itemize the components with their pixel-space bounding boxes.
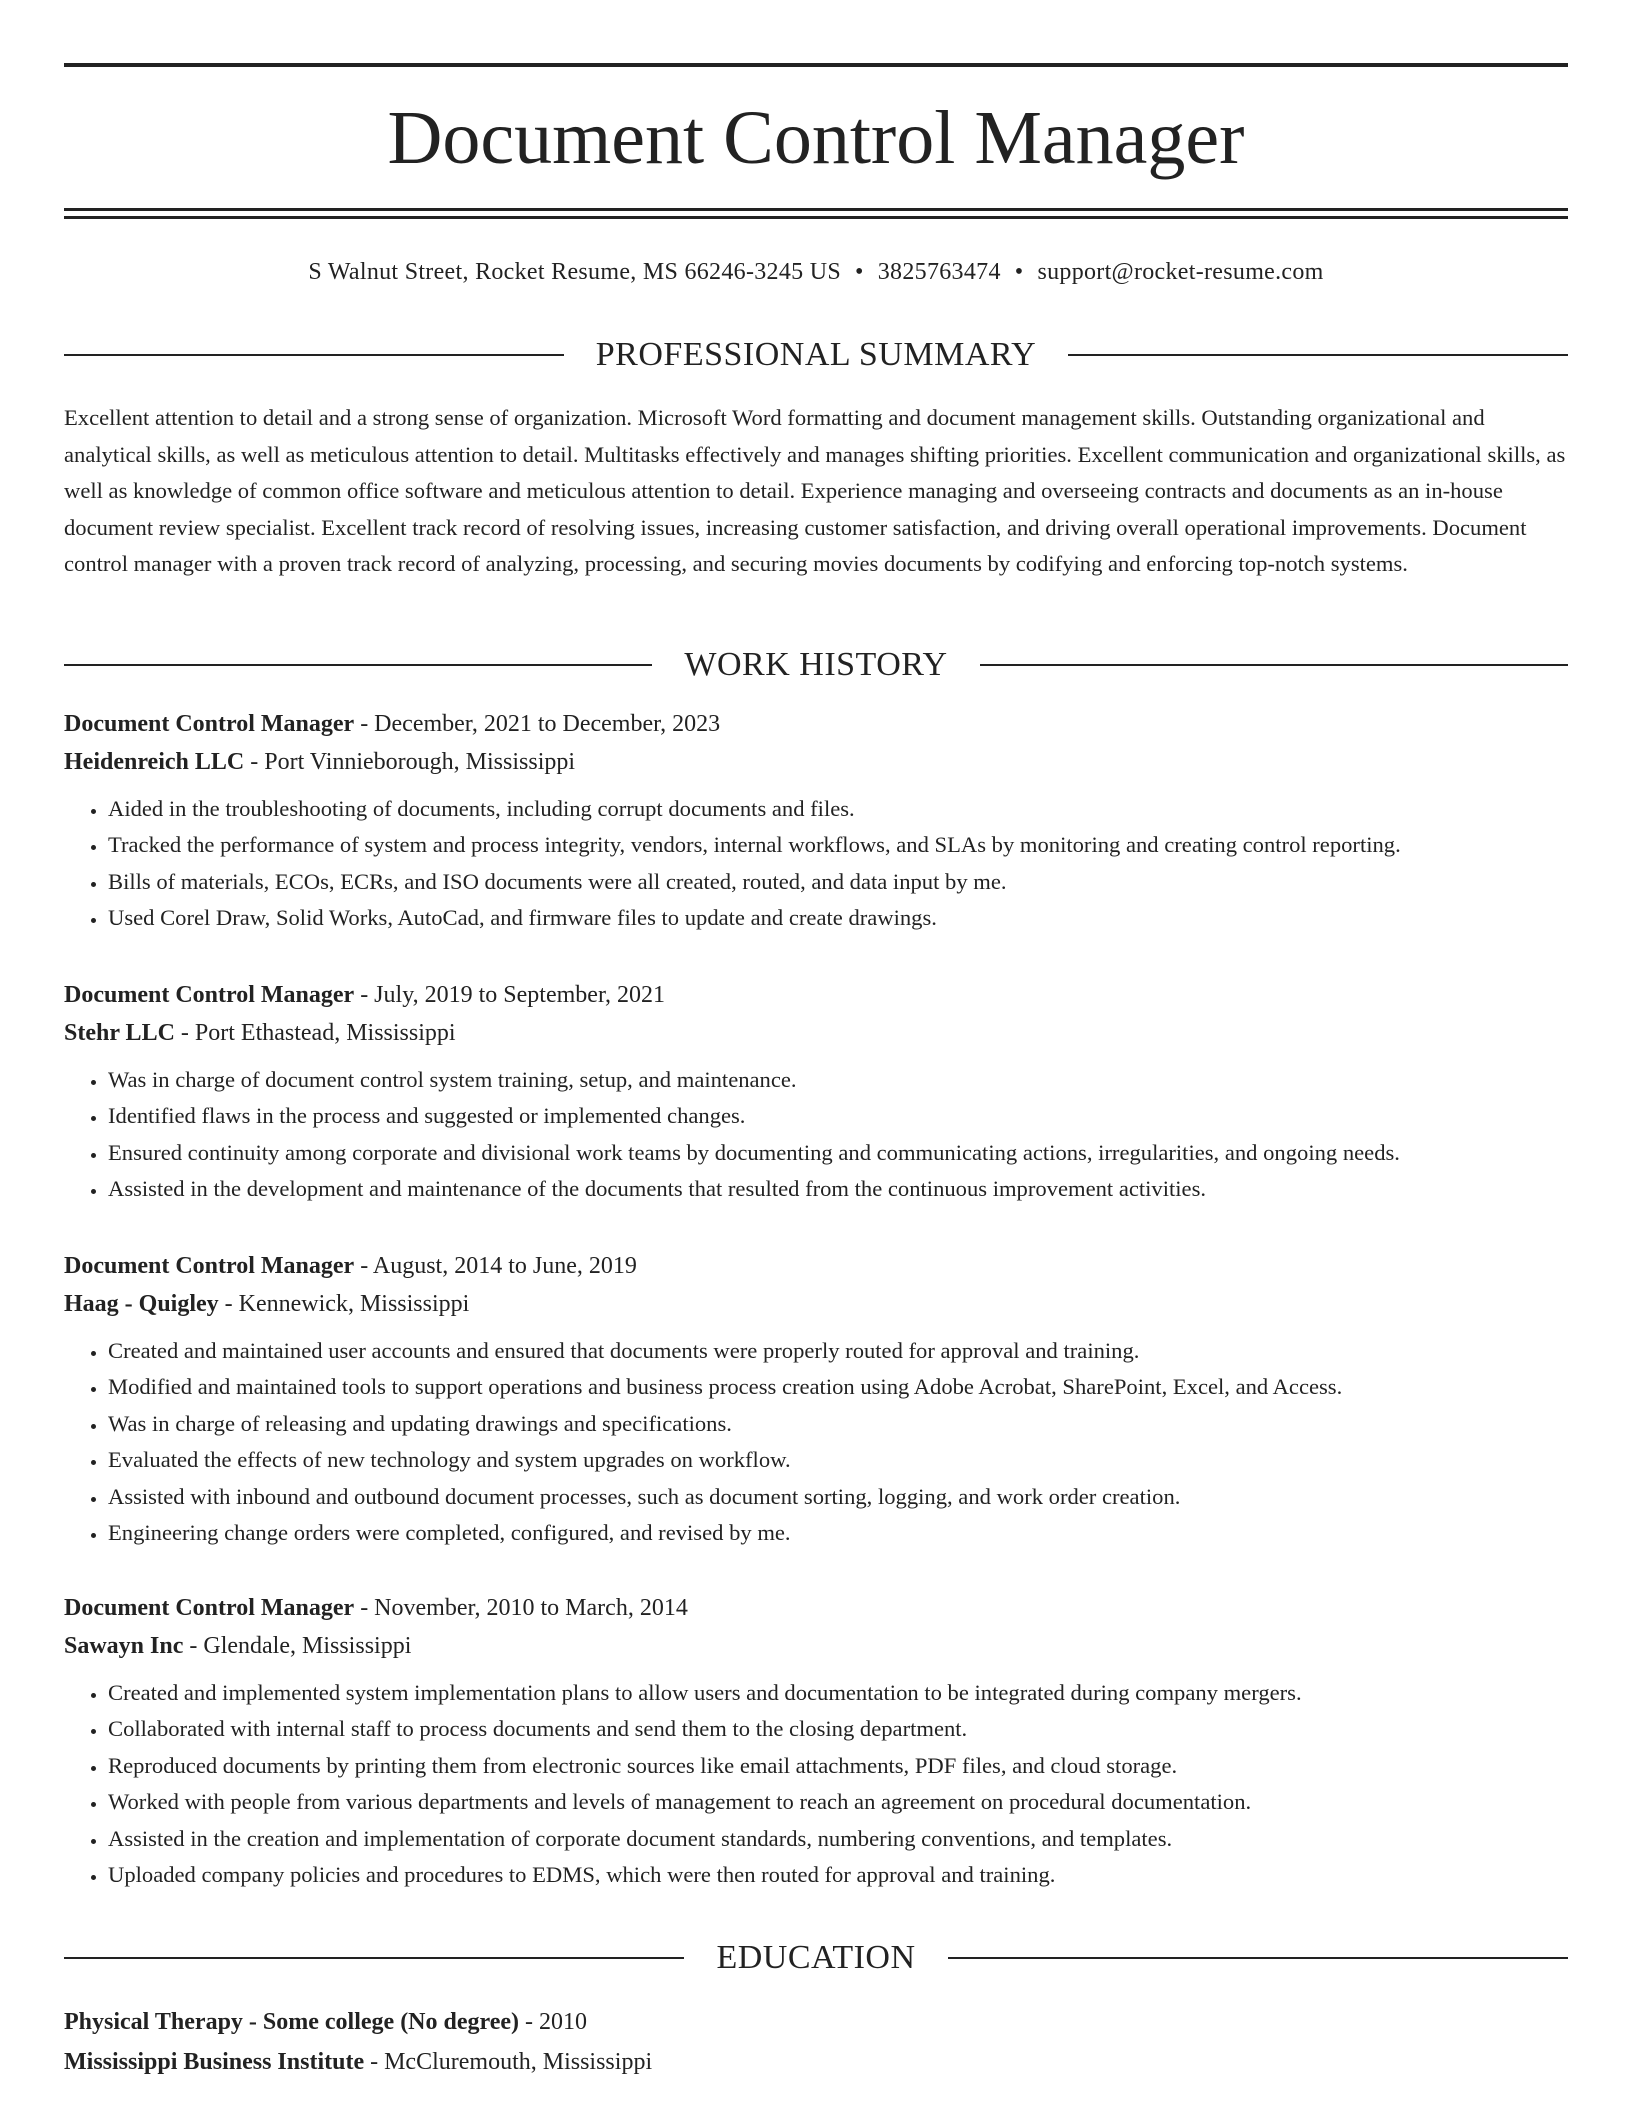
job-bullet: • Evaluated the effects of new technology and system upgrades on workflow. bbox=[108, 1442, 1568, 1478]
job-title: Document Control Manager bbox=[64, 711, 355, 737]
job-company-line bbox=[64, 743, 1568, 781]
heading-rule-right bbox=[948, 1957, 1568, 1959]
heading-rule-right bbox=[980, 664, 1568, 666]
job-bullet: • Assisted with inbound and outbound document processes, such as document sorting, logging, and work order creation. bbox=[108, 1479, 1568, 1515]
job-bullet: • Worked with people from various departments and levels of management to reach an agreement on procedural documentation. bbox=[108, 1784, 1568, 1820]
job-location: - Glendale, Mississippi bbox=[189, 1633, 412, 1659]
education-school-line bbox=[64, 2042, 1568, 2082]
job-location: - Port Vinnieborough, Mississippi bbox=[250, 749, 576, 775]
professional-summary: Excellent attention to detail and a strong sense of organization. Microsoft Word formatting and document management skills. Outstanding organizational and analytical skills, as well as meticulous attention to detail. Multitasks effectively and manages shifting priorities. Excellent communication and organizational skills, as well as knowledge of common office software and meticulous attention to detail. Experience managing and overseeing contracts and documents as an in-house document review specialist. Excellent track record of resolving issues, increasing customer satisfaction, and driving overall operational improvements. Document control manager with a proven track record of analyzing, processing, and securing movies documents by codifying and enforcing top-notch systems. bbox=[64, 405, 1566, 576]
job-title-line bbox=[64, 705, 1568, 743]
work-history-heading-label: WORK HISTORY bbox=[684, 646, 948, 683]
job-title-line bbox=[64, 1589, 1568, 1627]
job-bullet: • Modified and maintained tools to support operations and business process creation using Adobe Acrobat, SharePoint, Excel, and Access. bbox=[108, 1369, 1568, 1405]
education-entry bbox=[64, 2002, 1568, 2082]
job-entry bbox=[64, 976, 1568, 1208]
contact-address: S Walnut Street, Rocket Resume, MS 66246-3245 US bbox=[308, 259, 842, 285]
top-rule bbox=[64, 63, 1568, 67]
job-bullets bbox=[64, 791, 1568, 937]
heading-rule-left bbox=[64, 664, 652, 666]
job-entry bbox=[64, 705, 1568, 937]
job-bullet: • Reproduced documents by printing them from electronic sources like email attachments, PDF files, and cloud storage. bbox=[108, 1748, 1568, 1784]
job-bullet: • Bills of materials, ECOs, ECRs, and ISO documents were all created, routed, and data input by me. bbox=[108, 864, 1568, 900]
job-bullet: • Assisted in the development and maintenance of the documents that resulted from the continuous improvement activities. bbox=[108, 1171, 1568, 1207]
job-bullet: • Assisted in the creation and implementation of corporate document standards, numbering conventions, and templates. bbox=[108, 1821, 1568, 1857]
job-bullet: • Tracked the performance of system and process integrity, vendors, internal workflows, and SLAs by monitoring and creating control reporting. bbox=[108, 827, 1568, 863]
job-bullet: • Was in charge of releasing and updating drawings and specifications. bbox=[108, 1406, 1568, 1442]
job-location: - Port Ethastead, Mississippi bbox=[180, 1020, 456, 1046]
job-dates: - July, 2019 to September, 2021 bbox=[360, 982, 665, 1008]
job-bullet: • Engineering change orders were completed, configured, and revised by me. bbox=[108, 1515, 1568, 1551]
education-heading bbox=[64, 1938, 1568, 1978]
job-bullet: • Used Corel Draw, Solid Works, AutoCad, and firmware files to update and create drawings. bbox=[108, 900, 1568, 936]
contact-separator: • bbox=[855, 259, 864, 285]
job-company: Heidenreich LLC bbox=[64, 749, 245, 775]
education-degree: Physical Therapy - Some college (No degree) bbox=[64, 2009, 520, 2035]
job-bullets bbox=[64, 1062, 1568, 1208]
contact-phone: 3825763474 bbox=[877, 259, 1001, 285]
job-title-line bbox=[64, 1247, 1568, 1285]
job-entry bbox=[64, 1589, 1568, 1893]
education-school: Mississippi Business Institute bbox=[64, 2049, 365, 2075]
work-history-heading bbox=[64, 645, 1568, 685]
heading-rule-right bbox=[1068, 354, 1568, 356]
contact-separator: • bbox=[1014, 259, 1024, 285]
job-company: Haag - Quigley bbox=[64, 1291, 219, 1317]
job-bullet: • Collaborated with internal staff to process documents and send them to the closing department. bbox=[108, 1711, 1568, 1747]
job-company: Stehr LLC bbox=[64, 1020, 175, 1046]
job-title: Document Control Manager bbox=[64, 982, 355, 1008]
summary-heading-label: PROFESSIONAL SUMMARY bbox=[595, 336, 1037, 373]
job-title: Document Control Manager bbox=[64, 1253, 355, 1279]
job-bullet: • Created and implemented system implementation plans to allow users and documentation to be integrated during company mergers. bbox=[108, 1675, 1568, 1711]
job-bullets bbox=[64, 1675, 1568, 1893]
job-company-line bbox=[64, 1627, 1568, 1665]
job-location: - Kennewick, Mississippi bbox=[224, 1291, 470, 1317]
contact-line bbox=[64, 256, 1568, 288]
job-dates: - November, 2010 to March, 2014 bbox=[360, 1595, 688, 1621]
education-location: - McCluremouth, Mississippi bbox=[370, 2049, 653, 2075]
summary-section-heading bbox=[64, 335, 1568, 375]
title-double-rule-lower bbox=[64, 216, 1568, 219]
resume-title: Document Control Manager bbox=[387, 96, 1245, 180]
title-double-rule-upper bbox=[64, 208, 1568, 211]
job-title: Document Control Manager bbox=[64, 1595, 355, 1621]
job-company: Sawayn Inc bbox=[64, 1633, 184, 1659]
job-dates: - December, 2021 to December, 2023 bbox=[360, 711, 721, 737]
job-title-line bbox=[64, 976, 1568, 1014]
education-degree-line bbox=[64, 2002, 1568, 2042]
education-year: - 2010 bbox=[525, 2009, 588, 2035]
job-bullet: • Ensured continuity among corporate and divisional work teams by documenting and communicating actions, irregularities, and ongoing needs. bbox=[108, 1135, 1568, 1171]
job-bullets bbox=[64, 1333, 1568, 1551]
job-bullet: • Uploaded company policies and procedures to EDMS, which were then routed for approval and training. bbox=[108, 1857, 1568, 1893]
heading-rule-left bbox=[64, 1957, 684, 1959]
job-dates: - August, 2014 to June, 2019 bbox=[360, 1253, 637, 1279]
job-bullet: • Aided in the troubleshooting of documents, including corrupt documents and files. bbox=[108, 791, 1568, 827]
education-heading-label: EDUCATION bbox=[716, 1939, 916, 1976]
heading-rule-left bbox=[64, 354, 564, 356]
job-company-line bbox=[64, 1285, 1568, 1323]
job-company-line bbox=[64, 1014, 1568, 1052]
job-bullet: • Created and maintained user accounts and ensured that documents were properly routed for approval and training. bbox=[108, 1333, 1568, 1369]
job-bullet: • Identified flaws in the process and suggested or implemented changes. bbox=[108, 1098, 1568, 1134]
job-bullet: • Was in charge of document control system training, setup, and maintenance. bbox=[108, 1062, 1568, 1098]
job-entry bbox=[64, 1247, 1568, 1551]
contact-email: support@rocket-resume.com bbox=[1037, 259, 1324, 285]
